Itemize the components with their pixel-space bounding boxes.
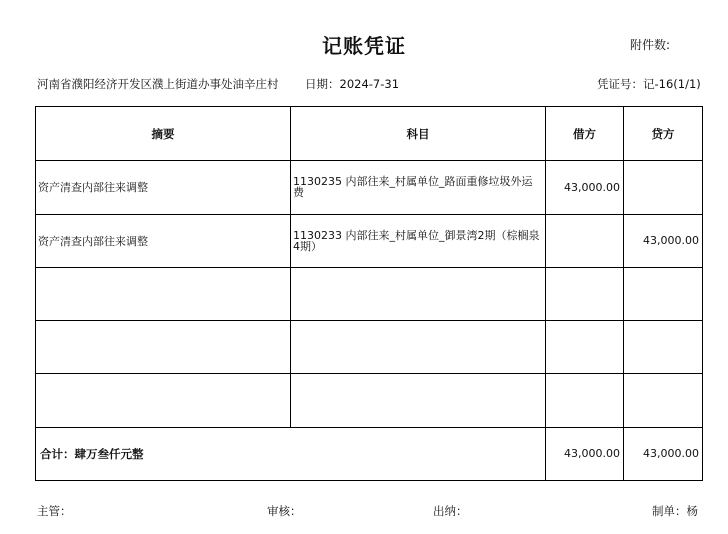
organization-name: 河南省濮阳经济开发区濮上街道办事处油辛庄村: [37, 77, 279, 91]
row-debit: [546, 267, 624, 320]
table-row: [36, 161, 703, 214]
voucher-table: [35, 106, 703, 481]
voucher-date: [305, 76, 399, 92]
row-debit: [546, 321, 624, 374]
row-account: [291, 267, 546, 320]
row-credit: 43,000.00: [624, 214, 703, 267]
row-debit: 43,000.00: [546, 161, 624, 214]
row-summary: [36, 321, 291, 374]
total-label: 合计：肆万叁仟元整: [36, 427, 546, 480]
reviewer-signature: 审核：: [267, 504, 302, 518]
voucher-number: [597, 76, 701, 92]
voucher-number-value: 记-16(1/1): [643, 77, 701, 91]
row-summary: 资产清查内部往来调整: [36, 161, 291, 214]
date-value: 2024-7-31: [339, 77, 400, 91]
row-summary: 资产清查内部往来调整: [36, 214, 291, 267]
row-summary: [36, 267, 291, 320]
cashier-signature: 出纳：: [433, 504, 468, 518]
row-debit: [546, 214, 624, 267]
row-credit: [624, 267, 703, 320]
column-summary: 摘要: [36, 107, 291, 161]
column-debit: 借方: [546, 107, 624, 161]
column-credit: 贷方: [624, 107, 703, 161]
preparer-signature: 制单：杨: [652, 504, 698, 518]
row-summary: [36, 374, 291, 427]
table-header-row: [36, 107, 703, 161]
total-row: [36, 427, 703, 480]
row-credit: [624, 321, 703, 374]
row-account: 1130235 内部往来_村属单位_路面重修垃圾外运费: [291, 161, 546, 214]
column-account: 科目: [291, 107, 546, 161]
supervisor-signature: 主管：: [37, 504, 72, 518]
row-account: [291, 321, 546, 374]
total-credit: 43,000.00: [624, 427, 703, 480]
table-row: [36, 267, 703, 320]
total-debit: 43,000.00: [546, 427, 624, 480]
row-credit: [624, 374, 703, 427]
table-row: [36, 374, 703, 427]
voucher-title: 记账凭证: [322, 34, 406, 58]
table-row: [36, 321, 703, 374]
attachments-label: 附件数:: [630, 38, 671, 52]
voucher-number-label: 凭证号：: [597, 77, 643, 91]
date-label: 日期：: [305, 77, 340, 91]
table-row: [36, 214, 703, 267]
row-account: 1130233 内部往来_村属单位_御景湾2期（棕榈泉4期）: [291, 214, 546, 267]
row-credit: [624, 161, 703, 214]
row-account: [291, 374, 546, 427]
row-debit: [546, 374, 624, 427]
